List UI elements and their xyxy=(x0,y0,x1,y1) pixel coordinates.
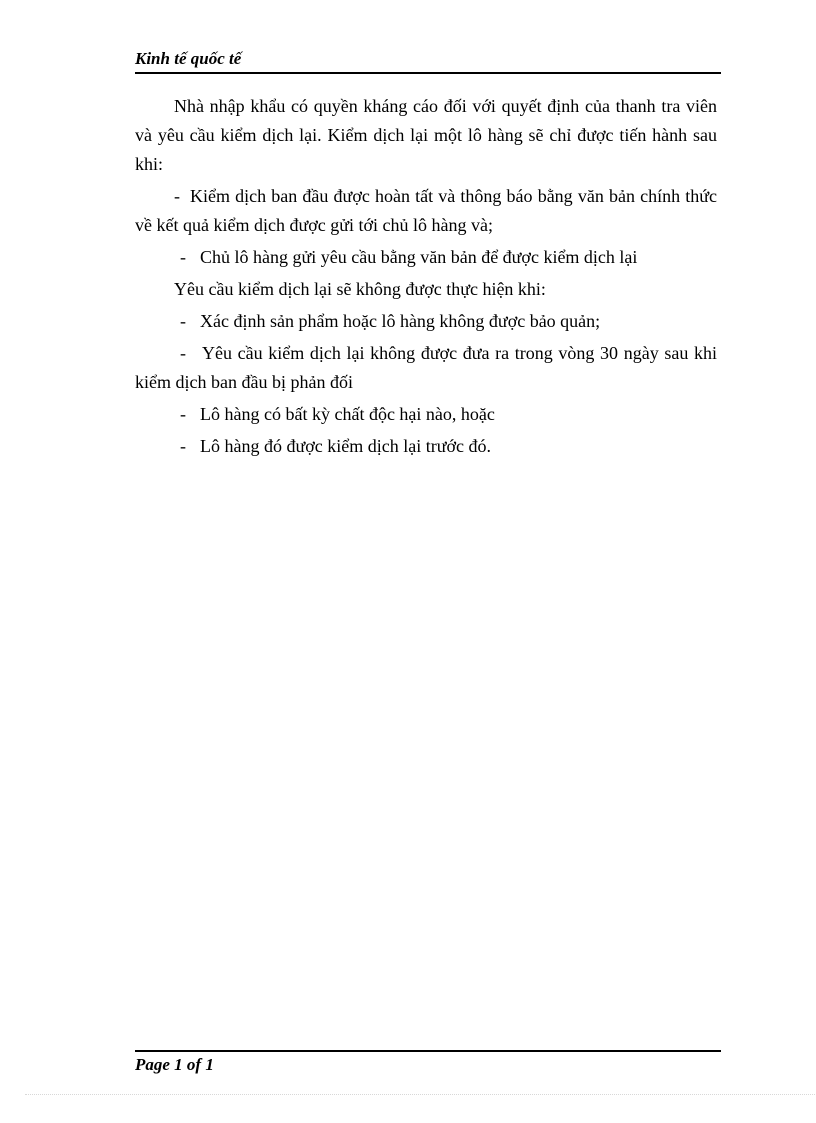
footer-rule xyxy=(135,1050,721,1052)
list-item xyxy=(135,339,717,397)
list-item xyxy=(135,432,717,461)
page-header xyxy=(135,48,721,74)
bullet-dash: - xyxy=(180,311,186,331)
bullet-dash: - xyxy=(174,186,180,206)
list-item xyxy=(135,400,717,429)
list-item-text: Yêu cầu kiểm dịch lại không được đưa ra trong vòng 30 ngày sau khi kiểm dịch ban đầu bị phản đối xyxy=(135,343,717,392)
list-item-text: Kiểm dịch ban đầu được hoàn tất và thông báo bằng văn bản chính thức về kết quả kiểm dịch được gửi tới chủ lô hàng và; xyxy=(135,186,717,235)
intro-paragraph: Nhà nhập khẩu có quyền kháng cáo đối với quyết định của thanh tra viên và yêu cầu kiểm dịch lại. Kiểm dịch lại một lô hàng sẽ chỉ được tiến hành sau khi: xyxy=(135,96,717,174)
list-item-text: Xác định sản phẩm hoặc lô hàng không được bảo quản; xyxy=(200,311,601,331)
exclusions-intro: Yêu cầu kiểm dịch lại sẽ không được thực hiện khi: xyxy=(174,279,546,299)
bullet-dash: - xyxy=(180,436,186,456)
page-bottom-divider xyxy=(25,1094,815,1095)
list-item xyxy=(135,243,717,272)
document-body xyxy=(135,92,717,464)
header-title: Kinh tế quốc tế xyxy=(135,49,242,68)
bullet-dash: - xyxy=(180,247,186,267)
list-item-text: Chủ lô hàng gửi yêu cầu bằng văn bản để được kiểm dịch lại xyxy=(200,247,638,267)
bullet-dash: - xyxy=(180,404,186,424)
page-number: Page 1 of 1 xyxy=(135,1055,214,1074)
list-item-text: Lô hàng đó được kiểm dịch lại trước đó. xyxy=(200,436,491,456)
bullet-dash: - xyxy=(180,343,186,363)
list-item-text: Lô hàng có bất kỳ chất độc hại nào, hoặc xyxy=(200,404,495,424)
list-item xyxy=(135,307,717,336)
list-item xyxy=(135,182,717,240)
